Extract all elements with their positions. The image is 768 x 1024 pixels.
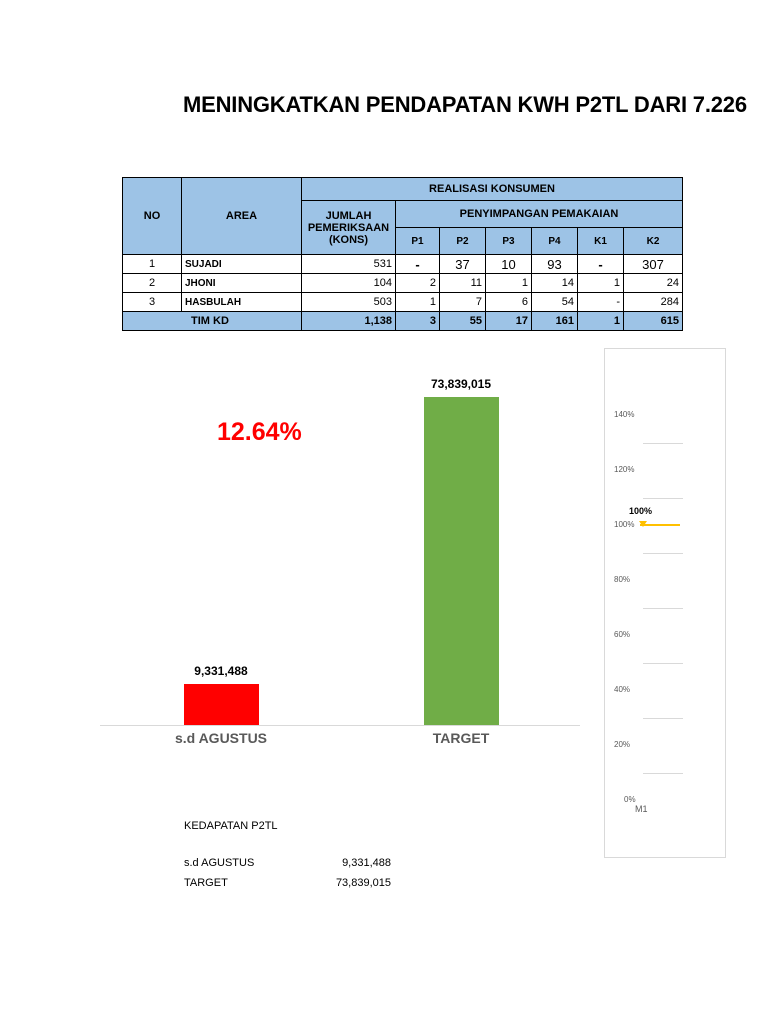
table-row [123,255,683,274]
gridline [643,553,683,554]
bar-value-label-sd-agustus: 9,331,488 [194,664,248,678]
realisasi-konsumen-table [122,177,683,331]
bar-value-label-target: 73,839,015 [430,377,492,391]
gridline [643,718,683,719]
row-p3: 6 [486,293,532,312]
total-jumlah: 1,138 [302,312,396,331]
total-p1: 3 [396,312,440,331]
ytick-label: 40% [614,685,631,694]
header-p1: P1 [396,228,440,255]
gridline [643,663,683,664]
percent-chart-panel [604,348,726,858]
header-area: AREA [182,178,302,255]
row-jumlah: 531 [302,255,396,274]
row-p1: - [396,255,440,274]
row-jumlah: 104 [302,274,396,293]
summary-value-sd-agustus: 9,331,488 [342,857,391,869]
row-p3: 10 [486,255,532,274]
header-no: NO [123,178,182,255]
ytick-label: 0% [624,795,636,804]
row-area: HASBULAH [182,293,302,312]
ytick-label: 80% [614,575,631,584]
row-p2: 7 [440,293,486,312]
chart-baseline [100,725,580,726]
row-k1: - [578,293,624,312]
total-label: TIM KD [123,312,302,331]
gridline [643,498,683,499]
percent-series-marker [639,521,647,527]
header-jumlah-line2: PEMERIKSAAN [307,221,390,234]
row-p4: 93 [532,255,578,274]
ytick-label: 140% [614,410,635,419]
header-p4: P4 [532,228,578,255]
total-p4: 161 [532,312,578,331]
category-label-target: TARGET [432,730,490,746]
total-p2: 55 [440,312,486,331]
summary-heading: KEDAPATAN P2TL [184,820,278,832]
row-p2: 37 [440,255,486,274]
x-category-label: M1 [635,804,648,814]
header-k2: K2 [624,228,683,255]
summary-label-sd-agustus: s.d AGUSTUS [184,857,255,869]
header-jumlah-pemeriksaan [302,201,396,255]
row-p1: 2 [396,274,440,293]
gridline [643,608,683,609]
row-no: 1 [123,255,182,274]
gridline [643,443,683,444]
row-p3: 1 [486,274,532,293]
header-p3: P3 [486,228,532,255]
bar-sd-agustus [184,684,259,725]
row-no: 3 [123,293,182,312]
row-no: 2 [123,274,182,293]
total-k1: 1 [578,312,624,331]
summary-value-target: 73,839,015 [335,877,391,889]
header-k1: K1 [578,228,624,255]
ytick-label: 100% [614,520,635,529]
line-data-label: 100% [629,506,653,516]
row-p1: 1 [396,293,440,312]
row-k1: - [578,255,624,274]
row-area: JHONI [182,274,302,293]
achievement-percent: 12.64% [217,418,302,446]
row-p2: 11 [440,274,486,293]
row-k2: 307 [624,255,683,274]
bar-target [424,397,499,725]
total-p3: 17 [486,312,532,331]
row-k1: 1 [578,274,624,293]
total-k2: 615 [624,312,683,331]
ytick-label: 120% [614,465,635,474]
table-row [123,293,683,312]
header-penyimpangan-pemakaian: PENYIMPANGAN PEMAKAIAN [396,201,683,228]
row-k2: 284 [624,293,683,312]
header-p2: P2 [440,228,486,255]
gridline [643,773,683,774]
category-label-sd-agustus: s.d AGUSTUS [174,730,268,746]
header-jumlah-line1: JUMLAH [325,209,372,222]
header-realisasi-konsumen: REALISASI KONSUMEN [302,178,683,201]
row-jumlah: 503 [302,293,396,312]
row-area: SUJADI [182,255,302,274]
ytick-label: 60% [614,630,631,639]
summary-label-target: TARGET [184,877,228,889]
page-title: MENINGKATKAN PENDAPATAN KWH P2TL DARI 7.226 [183,92,747,117]
table-total-row [123,312,683,331]
ytick-label: 20% [614,740,631,749]
row-k2: 24 [624,274,683,293]
table-row [123,274,683,293]
row-p4: 54 [532,293,578,312]
row-p4: 14 [532,274,578,293]
header-jumlah-line3: (KONS) [328,233,369,246]
